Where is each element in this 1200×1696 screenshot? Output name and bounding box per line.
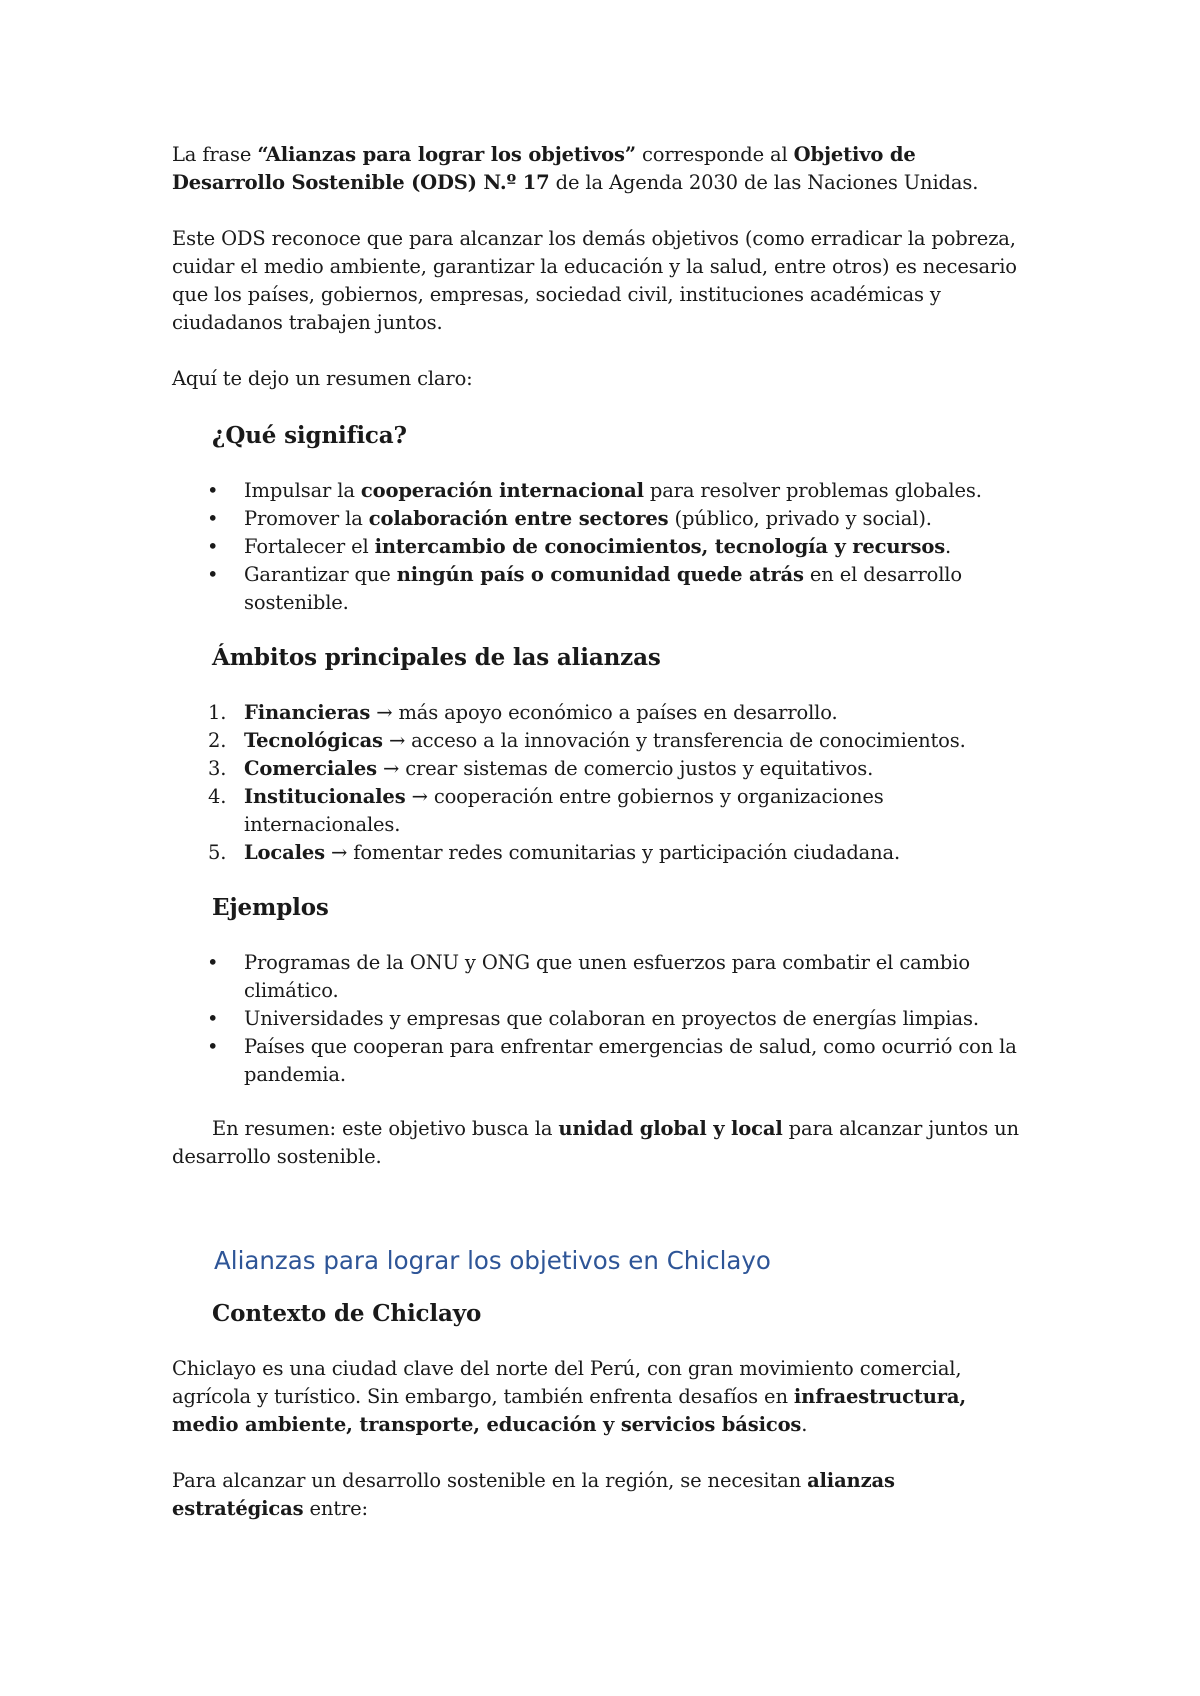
- item-bold: Financieras: [244, 701, 371, 724]
- item-text: → acceso a la innovación y transferencia de conocimientos.: [382, 729, 966, 752]
- item-bold: Comerciales: [244, 757, 377, 780]
- ambitos-heading: Ámbitos principales de las alianzas: [212, 644, 661, 671]
- item-text: Fortalecer el: [244, 535, 375, 558]
- item-bold: ningún país o comunidad quede atrás: [396, 563, 804, 586]
- item-text: Garantizar que: [244, 563, 397, 586]
- intro-text-3: de la Agenda 2030 de las Naciones Unidas.: [549, 171, 979, 194]
- item-bold: intercambio de conocimientos, tecnología y recursos: [374, 535, 946, 558]
- item-text: Promover la: [244, 507, 369, 530]
- item-text: → fomentar redes comunitarias y participación ciudadana.: [324, 841, 901, 864]
- bullet-icon: •: [207, 1035, 219, 1058]
- list-item: [208, 783, 1030, 839]
- alianzas-bold: alianzas estratégicas: [172, 1469, 895, 1520]
- intro-text-1: La frase: [172, 143, 258, 166]
- ods-description-paragraph: Este ODS reconoce que para alcanzar los demás objetivos (como erradicar la pobreza, cuidar el medio ambiente, garantizar la educación y la salud, entre otros) es necesario que los países, gobiernos, empresas, sociedad civil, instituciones académicas y ciudadanos trabajen juntos.: [172, 227, 1017, 334]
- bullet-icon: •: [207, 1007, 219, 1030]
- alianzas-text: entre:: [303, 1497, 368, 1520]
- bullet-icon: •: [207, 507, 219, 530]
- item-bold: Locales: [244, 841, 325, 864]
- resumen-text: En resumen: este objetivo busca la: [212, 1117, 559, 1140]
- item-text: → cooperación entre gobiernos y organizaciones internacionales.: [244, 785, 884, 836]
- item-text: (público, privado y social).: [668, 507, 932, 530]
- intro-text-2: corresponde al: [635, 143, 794, 166]
- item-bold: colaboración entre sectores: [368, 507, 669, 530]
- contexto-bold: infraestructura, medio ambiente, transporte, educación y servicios básicos: [172, 1385, 966, 1436]
- item-text: Programas de la ONU y ONG que unen esfuerzos para combatir el cambio climático.: [244, 951, 970, 1002]
- contexto-text: .: [801, 1413, 808, 1436]
- que-significa-heading: ¿Qué significa?: [212, 422, 407, 449]
- chiclayo-section-heading: Alianzas para lograr los objetivos en Chiclayo: [214, 1246, 771, 1275]
- item-number: 1.: [208, 701, 227, 724]
- item-text: Impulsar la: [244, 479, 361, 502]
- item-text: .: [945, 535, 952, 558]
- list-item: [207, 561, 1030, 617]
- item-number: 5.: [208, 841, 227, 864]
- item-bold: Tecnológicas: [244, 729, 383, 752]
- contexto-text: Chiclayo es una ciudad clave del norte del Perú, con gran movimiento comercial, agrícola y turístico. Sin embargo, también enfrenta desafíos en: [172, 1357, 962, 1408]
- intro-bold-phrase: “Alianzas para lograr los objetivos”: [257, 143, 636, 166]
- alianzas-text: Para alcanzar un desarrollo sostenible en la región, se necesitan: [172, 1469, 808, 1492]
- bullet-icon: •: [207, 951, 219, 974]
- ambitos-list: [172, 699, 1030, 867]
- item-text: Países que cooperan para enfrentar emergencias de salud, como ocurrió con la pandemia.: [244, 1035, 1017, 1086]
- intro-paragraph: [172, 141, 1030, 197]
- contexto-heading: Contexto de Chiclayo: [212, 1300, 482, 1327]
- summary-intro-paragraph: Aquí te dejo un resumen claro:: [172, 367, 473, 390]
- item-number: 4.: [208, 785, 227, 808]
- item-bold: Institucionales: [244, 785, 406, 808]
- bullet-icon: •: [207, 535, 219, 558]
- resumen-text: para alcanzar juntos un desarrollo sostenible.: [172, 1117, 1019, 1168]
- resumen-bold: unidad global y local: [558, 1117, 783, 1140]
- ejemplos-heading: Ejemplos: [212, 894, 329, 921]
- list-item: [207, 505, 1030, 533]
- item-text: en el desarrollo sostenible.: [244, 563, 962, 614]
- list-item: [207, 1005, 1030, 1033]
- list-item: [208, 727, 1030, 755]
- contexto-paragraph: [172, 1355, 1030, 1439]
- ejemplos-list: [172, 949, 1030, 1089]
- item-number: 3.: [208, 757, 227, 780]
- list-item: [208, 839, 1030, 867]
- item-bold: cooperación internacional: [360, 479, 644, 502]
- item-text: → crear sistemas de comercio justos y equitativos.: [376, 757, 874, 780]
- que-significa-list: [172, 477, 1030, 617]
- list-item: [207, 477, 1030, 505]
- item-text: → más apoyo económico a países en desarrollo.: [370, 701, 838, 724]
- resumen-paragraph: [172, 1115, 1030, 1171]
- item-text: Universidades y empresas que colaboran en proyectos de energías limpias.: [244, 1007, 979, 1030]
- list-item: [208, 755, 1030, 783]
- list-item: [207, 949, 1030, 1005]
- item-text: para resolver problemas globales.: [643, 479, 982, 502]
- list-item: [207, 533, 1030, 561]
- alianzas-paragraph: [172, 1467, 1030, 1523]
- bullet-icon: •: [207, 563, 219, 586]
- item-number: 2.: [208, 729, 227, 752]
- intro-bold-ods: Objetivo de Desarrollo Sostenible (ODS) N.º 17: [172, 143, 916, 194]
- list-item: [208, 699, 1030, 727]
- bullet-icon: •: [207, 479, 219, 502]
- list-item: [207, 1033, 1030, 1089]
